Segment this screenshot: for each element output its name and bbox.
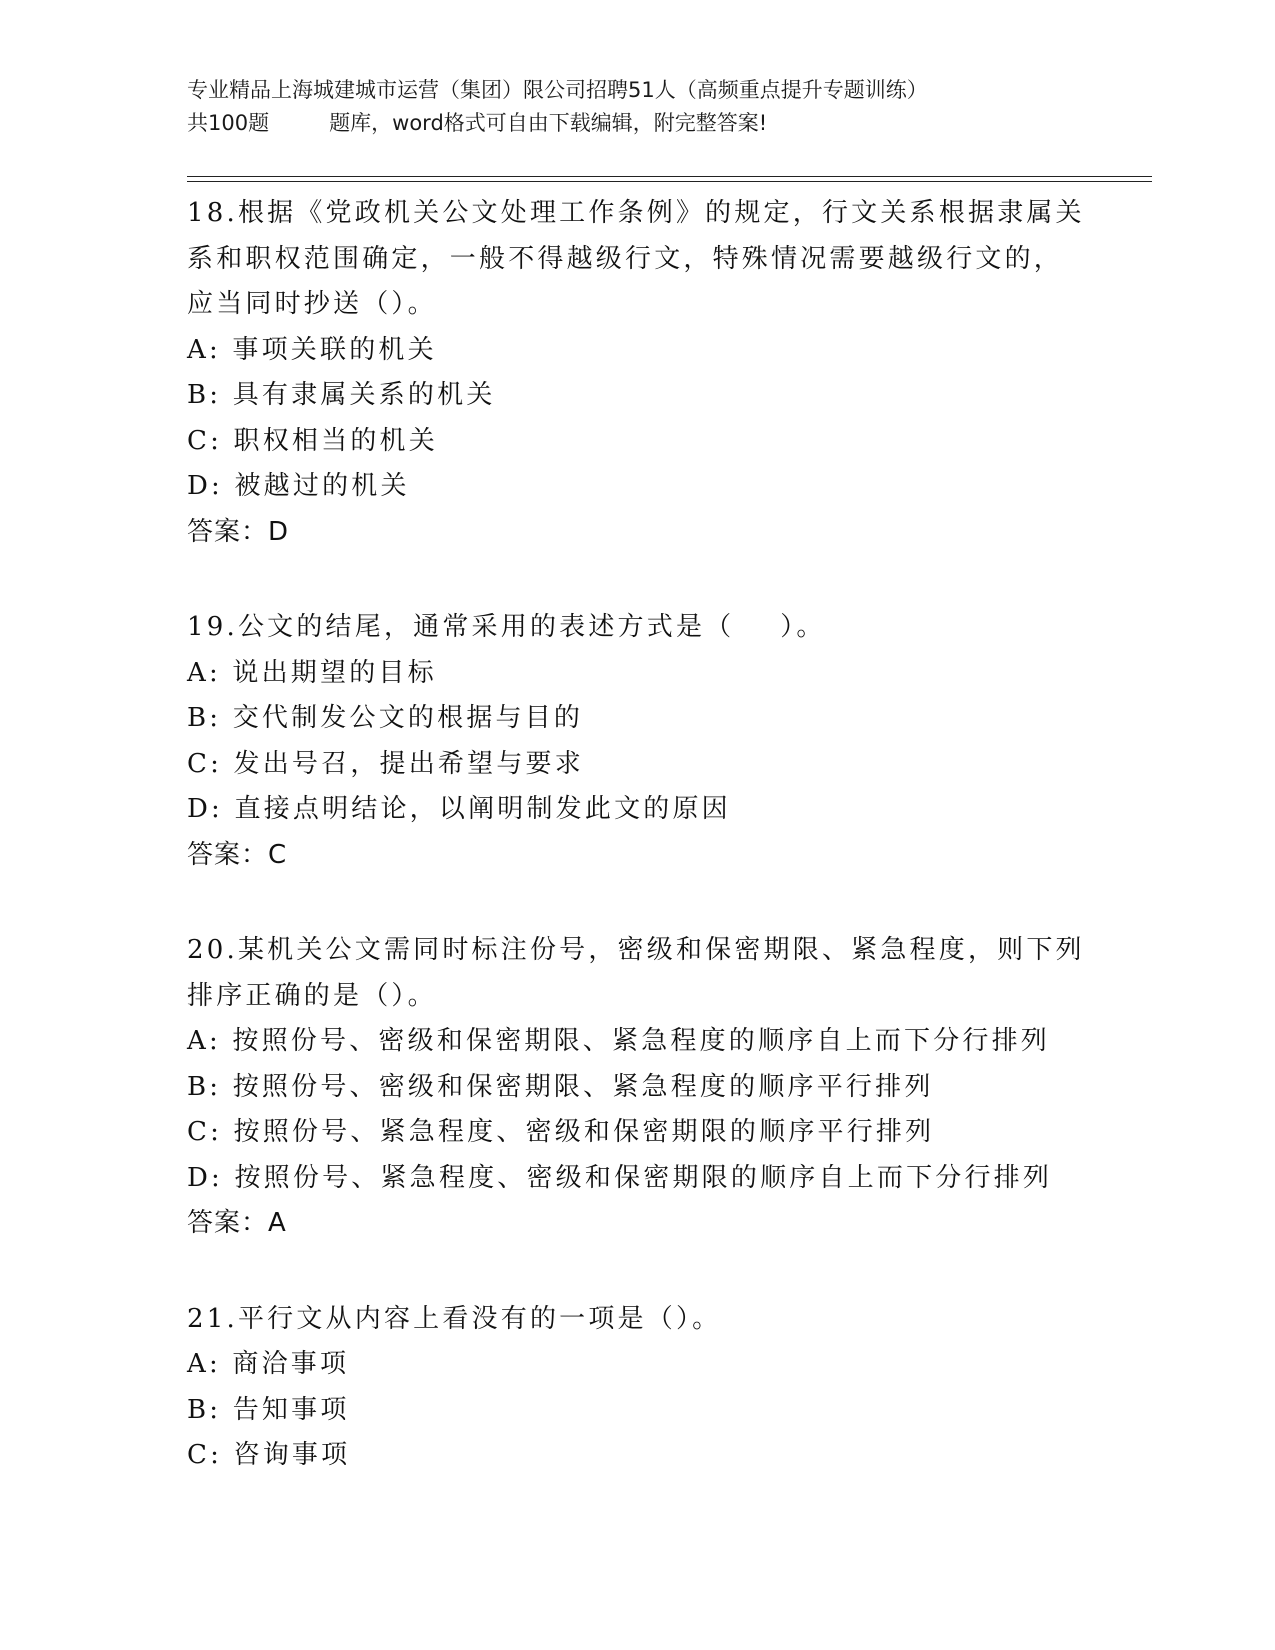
option-d: D: 直接点明结论，以阐明制发此文的原因 <box>187 794 731 824</box>
header-divider-bottom <box>187 181 1152 182</box>
question-19 <box>187 605 1087 878</box>
question-text: 21.平行文从内容上看没有的一项是（）。 <box>187 1303 722 1334</box>
answer-label: 答案：D <box>187 516 290 547</box>
question-text: 20.某机关公文需同时标注份号，密级和保密期限、紧急程度，则下列排序正确的是（）。 <box>187 935 1085 1011</box>
question-list <box>187 191 1087 1529</box>
header-title-line2: 共100题 题库，word格式可自由下载编辑，附完整答案! <box>187 111 768 135</box>
option-a: A: 商洽事项 <box>187 1349 350 1379</box>
question-21 <box>187 1297 1087 1479</box>
question-20 <box>187 928 1087 1247</box>
question-18 <box>187 191 1087 555</box>
answer-label: 答案：A <box>187 1208 287 1238</box>
question-text: 18.根据《党政机关公文处理工作条例》的规定，行文关系根据隶属关系和职权范围确定，一般不得越级行文，特殊情况需要越级行文的，应当同时抄送（）。 <box>187 198 1085 319</box>
header-divider-top <box>187 176 1152 177</box>
option-c: C: 发出号召，提出希望与要求 <box>187 748 584 779</box>
option-a: A: 说出期望的目标 <box>187 657 437 688</box>
document-header <box>187 74 1147 140</box>
option-b: B: 告知事项 <box>187 1394 350 1425</box>
option-c: C: 按照份号、紧急程度、密级和保密期限的顺序平行排列 <box>187 1117 935 1147</box>
option-d: D: 被越过的机关 <box>187 471 410 501</box>
header-title-line1: 专业精品上海城建城市运营（集团）限公司招聘51人（高频重点提升专题训练） <box>187 78 928 102</box>
option-b: B: 具有隶属关系的机关 <box>187 380 496 410</box>
option-a: A: 按照份号、密级和保密期限、紧急程度的顺序自上而下分行排列 <box>187 1026 1051 1056</box>
question-text: 19.公文的结尾，通常采用的表述方式是（ ）。 <box>187 612 826 642</box>
option-a: A: 事项关联的机关 <box>187 334 437 365</box>
option-b: B: 交代制发公文的根据与目的 <box>187 703 584 733</box>
option-c: C: 职权相当的机关 <box>187 425 438 456</box>
answer-label: 答案：C <box>187 839 288 870</box>
option-d: D: 按照份号、紧急程度、密级和保密期限的顺序自上而下分行排列 <box>187 1162 1053 1193</box>
option-b: B: 按照份号、密级和保密期限、紧急程度的顺序平行排列 <box>187 1071 934 1102</box>
option-c: C: 咨询事项 <box>187 1440 351 1470</box>
